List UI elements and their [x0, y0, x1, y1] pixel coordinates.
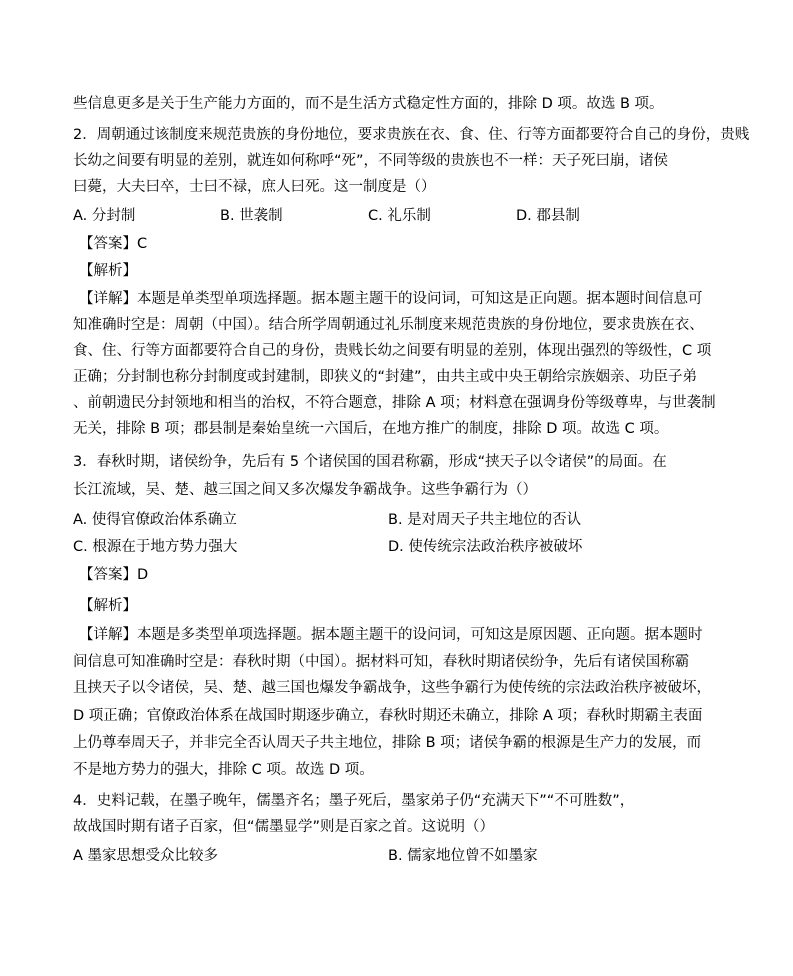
text-line: 些信息更多是关于生产能力方面的，而不是生活方式稳定性方面的，排除 D 项。故选 B 项。	[73, 96, 664, 112]
text-line: 、前朝遗民分封领地和相当的治权，不符合题意，排除 A 项；材料意在强调身份等级尊卑，与世袭制	[73, 395, 716, 411]
text-line: 长幼之间要有明显的差别，就连如何称呼“死”，不同等级的贵族也不一样：天子死曰崩，诸侯	[73, 153, 669, 169]
text-line: 长江流域，吴、楚、越三国之间又多次爆发争霸战争。这些争霸行为（）	[73, 482, 537, 498]
q2-option-d: D. 郡县制	[516, 208, 580, 224]
q2-option-a: A. 分封制	[73, 208, 136, 224]
text-line: D 项正确；官僚政治体系在战国时期逐步确立，春秋时期还未确立，排除 A 项；春秋时期霸主表面	[73, 708, 703, 724]
question-4-stem: 4．史料记载，在墨子晚年，儒墨齐名；墨子死后，墨家弟子仍“充满天下”“不可胜数”，	[73, 793, 635, 809]
text-line: 【详解】本题是多类型单项选择题。据本题主题干的设问词，可知这是原因题、正向题。据本题时	[79, 627, 703, 643]
q3-option-a: A. 使得官僚政治体系确立	[73, 512, 237, 528]
question-3-stem: 3．春秋时期，诸侯纷争，先后有 5 个诸侯国的国君称霸，形成“挟天子以令诸侯”的局面。在	[73, 454, 667, 470]
answer-label: 【答案】C	[79, 236, 148, 252]
text-line: 不是地方势力的强大，排除 C 项。故选 D 项。	[73, 762, 374, 778]
text-line: 无关，排除 B 项；郡县制是秦始皇统一六国后，在地方推广的制度，排除 D 项。故选 C 项。	[73, 421, 669, 437]
text-line: 且挟天子以令诸侯，吴、楚、越三国也爆发争霸战争，这些争霸行为使传统的宗法政治秩序被破坏，	[73, 680, 711, 696]
text-line: 故战国时期有诸子百家，但“儒墨显学”则是百家之首。这说明（）	[73, 819, 495, 835]
answer-label: 【答案】D	[79, 567, 149, 583]
q3-option-b: B. 是对周天子共主地位的否认	[388, 512, 582, 528]
text-line: 正确；分封制也称分封制度或封建制，即狭义的“封建”，由共主或中央王朝给宗族姻亲、功臣子弟	[73, 369, 698, 385]
q3-option-c: C. 根源在于地方势力强大	[73, 539, 238, 555]
q4-option-b: B. 儒家地位曾不如墨家	[388, 848, 538, 864]
q2-option-c: C. 礼乐制	[368, 208, 431, 224]
text-line: 间信息可知准确时空是：春秋时期（中国）。据材料可知，春秋时期诸侯纷争，先后有诸侯国称霸	[73, 654, 690, 670]
text-line: 曰薨，大夫曰卒，士曰不禄，庶人曰死。这一制度是（）	[73, 179, 436, 195]
q2-option-b: B. 世袭制	[220, 208, 283, 224]
text-line: 上仍尊奉周天子，并非完全否认周天子共主地位，排除 B 项；诸侯争霸的根源是生产力的发展，而	[73, 735, 702, 751]
text-line: 【详解】本题是单类型单项选择题。据本题主题干的设问词，可知这是正向题。据本题时间信息可	[79, 291, 703, 307]
analysis-label: 【解析】	[79, 263, 137, 279]
q3-option-d: D. 使传统宗法政治秩序被破坏	[388, 539, 583, 555]
analysis-label: 【解析】	[79, 598, 137, 614]
text-line: 知准确时空是：周朝（中国）。结合所学周朝通过礼乐制度来规范贵族的身份地位，要求贵族在衣、	[73, 317, 704, 333]
question-2-stem: 2．周朝通过该制度来规范贵族的身份地位，要求贵族在衣、食、住、行等方面都要符合自己的身份，贵贱	[73, 127, 750, 143]
text-line: 食、住、行等方面都要符合自己的身份，贵贱长幼之间要有明显的差别，体现出强烈的等级性，C 项	[73, 343, 712, 359]
q4-option-a: A 墨家思想受众比较多	[73, 848, 219, 864]
